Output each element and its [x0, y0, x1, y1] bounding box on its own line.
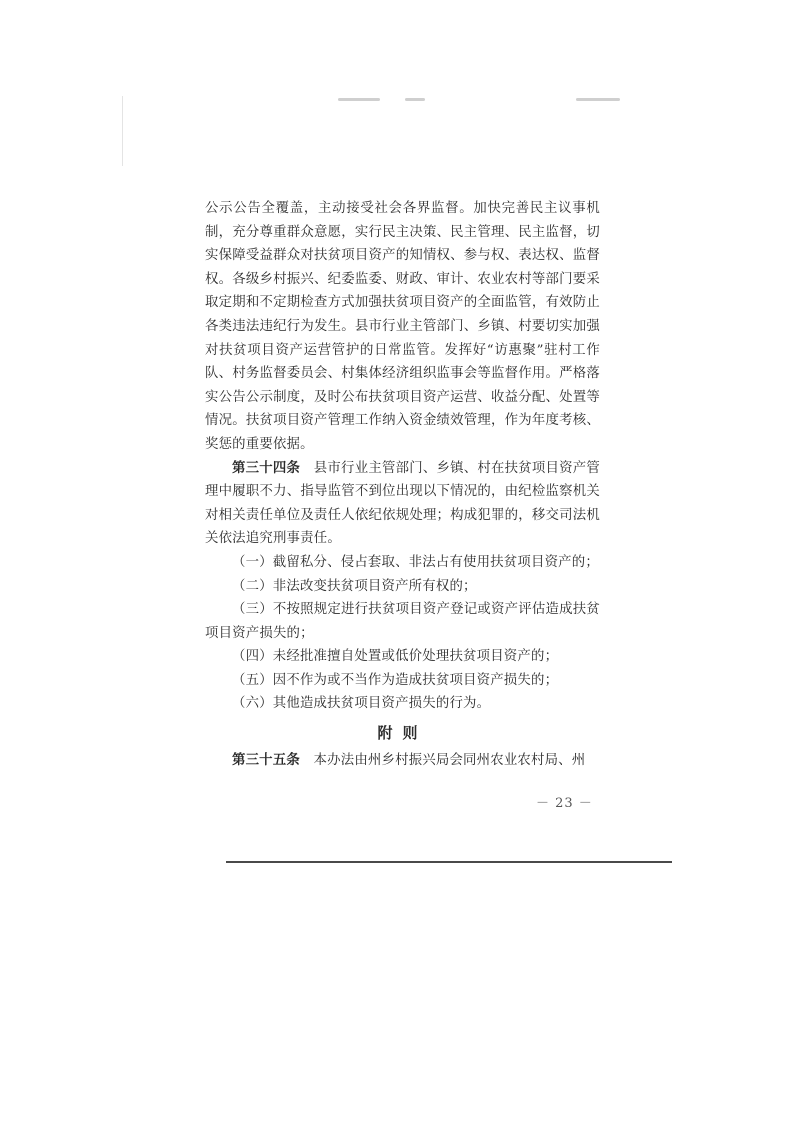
document-body	[205, 197, 600, 773]
article-35-heading: 第三十五条	[232, 752, 300, 769]
list-item: （一）截留私分、侵占套取、非法占有使用扶贫项目资产的；	[232, 554, 599, 570]
scan-artifact-mark	[576, 98, 620, 101]
list-item: （四）未经批准擅自处置或低价处理扶贫项目资产的；	[232, 649, 559, 665]
section-title: 附则	[377, 724, 428, 743]
list-item: （三）不按照规定进行扶贫项目资产登记或资产评估造成扶贫项目资产损失的；	[205, 602, 600, 641]
list-item: （六）其他造成扶贫项目资产损失的行为。	[232, 696, 491, 712]
scan-edge-line	[122, 96, 123, 166]
paragraph-continued: 公示公告全覆盖，主动接受社会各界监督。加快完善民主议事机制，充分尊重群众意愿，实行民主决策、民主管理、民主监督，切实保障受益群众对扶贫项目资产的知情权、参与权、表达权、监督权。各级乡村振兴、纪委监委、财政、审计、农业农村等部门要采取定期和不定期检查方式加强扶贫项目资产的全面监管，有效防止各类违法违纪行为发生。县市行业主管部门、乡镇、村要切实加强对扶贫项目资产运营管护的日常监管。发挥好“访惠聚”驻村工作队、村务监督委员会、村集体经济组织监事会等监督作用。严格落实公告公示制度，及时公布扶贫项目资产运营、收益分配、处置等情况。扶贫项目资产管理工作纳入资金绩效管理，作为年度考核、奖惩的重要依据。	[205, 201, 600, 452]
list-item: （二）非法改变扶贫项目资产所有权的；	[232, 578, 477, 594]
article-35	[205, 749, 600, 773]
article-34-text: 县市行业主管部门、乡镇、村在扶贫项目资产管理中履职不力、指导监管不到位出现以下情况的，由纪检监察机关对相关责任单位及责任人依纪依规处理；构成犯罪的，移交司法机关依法追究刑事责任。	[205, 460, 601, 547]
article-34	[205, 457, 600, 551]
list-item: （五）因不作为或不当作为造成扶贫项目资产损失的；	[232, 672, 559, 688]
scan-artifact-mark	[405, 98, 425, 101]
article-35-text: 本办法由州乡村振兴局会同州农业农村局、州	[313, 753, 586, 769]
bottom-rule	[226, 861, 672, 863]
article-34-heading: 第三十四条	[232, 459, 301, 476]
scan-artifact-mark	[338, 98, 380, 101]
page-number: － 23 －	[536, 796, 593, 811]
